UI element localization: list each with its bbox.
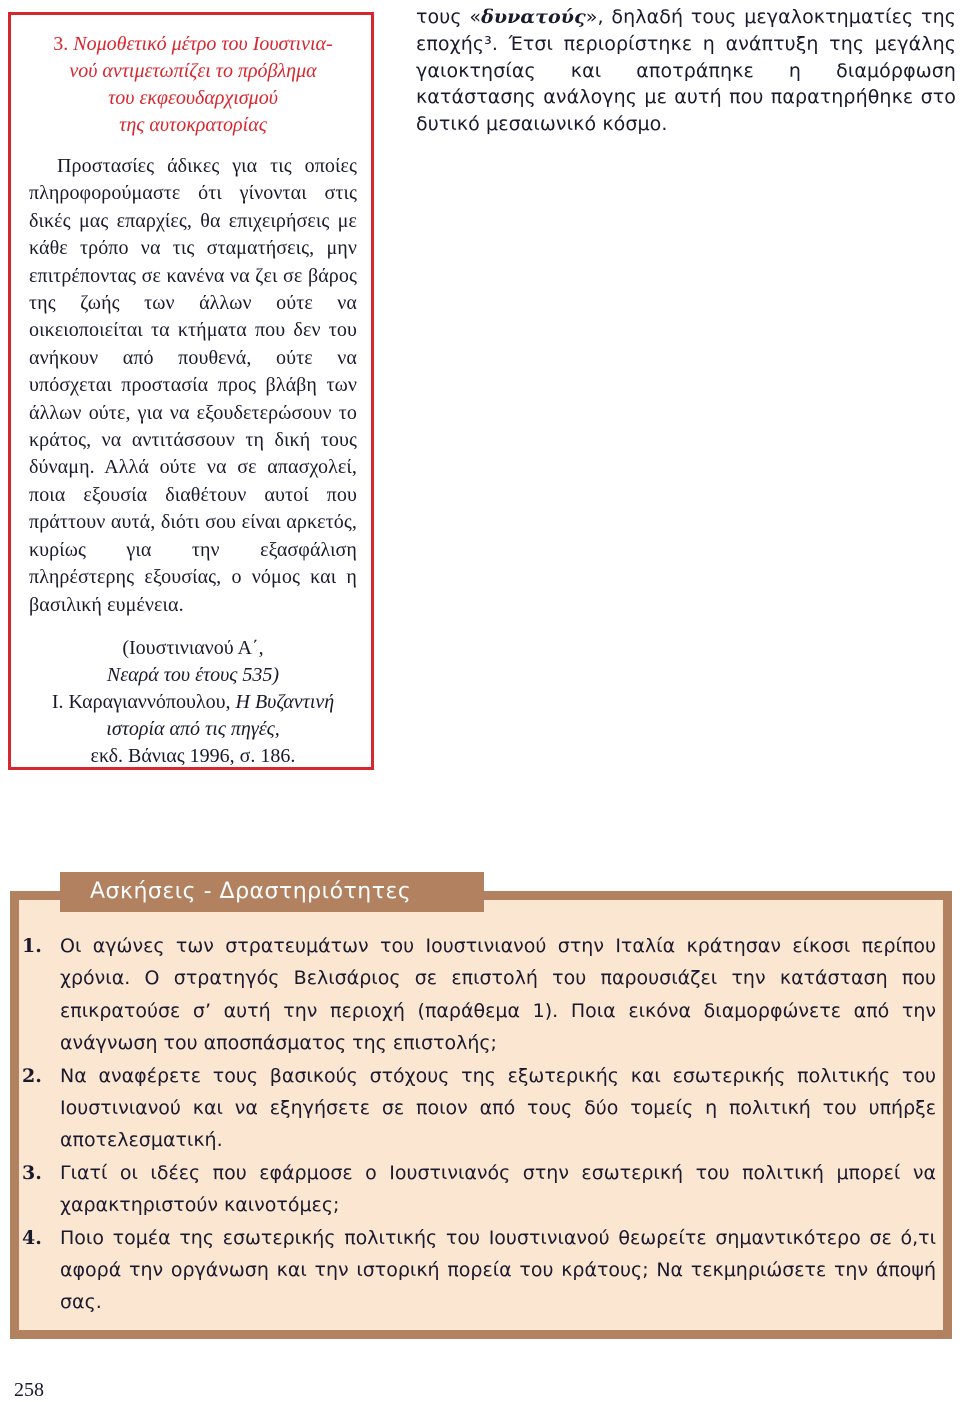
citation-book-1: Η Βυζαντινή	[235, 690, 335, 713]
source-title-line-4: της αυτοκρατορίας	[119, 114, 267, 136]
right-bold-word: δυνατούς	[481, 6, 586, 28]
exercise-number: 4.	[22, 1226, 42, 1249]
citation-publisher: εκδ. Βάνιας 1996, σ. 186.	[90, 744, 296, 767]
exercise-text: Ποιο τομέα της εσωτερικής πολιτικής του Ιουστινιανού θεωρείτε σημαντικότερο σε ό,τι αφορά την οργάνωση και την ιστορική πορεία του κράτους; Να τεκμηριώσετε την άποψή σας.	[60, 1226, 936, 1314]
page-number: 258	[14, 1379, 44, 1401]
exercise-item	[22, 1157, 936, 1222]
citation-book-2: ιστορία από τις πηγές,	[106, 717, 280, 740]
source-citation	[29, 635, 357, 770]
citation-author: Ι. Καραγιαννόπουλου,	[51, 690, 236, 713]
exercises-heading: Ασκήσεις - Δραστηριότητες	[90, 879, 412, 904]
citation-line-2: Νεαρά του έτους 535)	[106, 663, 280, 686]
source-box	[8, 12, 374, 770]
exercise-number: 2.	[22, 1064, 42, 1087]
exercise-item	[22, 930, 936, 1060]
citation-line-1: (Ιουστινιανού Α΄,	[122, 636, 264, 659]
citation-line-3	[29, 689, 357, 716]
source-title-line-3: του εκφεουδαρχισμού	[108, 87, 278, 109]
source-title-line-1: Νομοθετικό μέτρο του Ιουστινια-	[73, 33, 333, 55]
exercise-number: 3.	[22, 1161, 42, 1184]
source-number: 3.	[53, 33, 69, 55]
source-title-line-2: νού αντιμετωπίζει το πρόβλημα	[69, 60, 317, 82]
right-suffix: », δηλαδή τους μεγαλοκτηματίες της εποχής³. Έτσι περιορίστηκε η ανάπτυξη της μεγάλης γαιοκτησίας και αποτράπηκε η διαμόρφωση κατάστασης ανάλογης με αυτή που παρατηρήθηκε στο δυτικό μεσαιωνικό κόσμο.	[416, 6, 956, 136]
exercise-text: Να αναφέρετε τους βασικούς στόχους της εξωτερικής και εσωτερικής πολιτικής του Ιουστινιανού και να εξηγήσετε σε ποιον από τους δύο τομείς η πολιτική του υπήρξε αποτελεσματική.	[60, 1064, 936, 1152]
right-column-text	[416, 4, 956, 138]
exercises-list	[22, 930, 936, 1319]
exercise-item	[22, 1060, 936, 1157]
source-body: Προστασίες άδικες για τις οποίες πληροφορούμαστε ότι γίνονται στις δικές μας επαρχίες, θα επιχειρήσεις με κάθε τρόπο να τις σταματήσεις, μην επιτρέποντας σε κανένα να ζει σε βάρος της ζωής των άλλων ούτε να οικειοποιείται τα κτήματα που δεν του ανήκουν από πουθενά, ούτε να υπόσχεται προστασία προς βλάβη των άλλων ούτε, για να εξουδετερώσουν το κράτος, να αντιτάσσουν τη δική τους δύναμη. Αλλά ούτε να σε απασχολεί, ποια εξουσία διαθέτουν αυτοί που πράττουν αυτά, διότι σου είναι αρκετός, κυρίως για την εξασφάλιση πληρέστερης εξουσίας, ο νόμος και η βασιλική ευμένεια.	[29, 155, 357, 616]
right-prefix: τους «	[416, 6, 482, 28]
exercise-item	[22, 1222, 936, 1319]
exercise-text: Οι αγώνες των στρατευμάτων του Ιουστινιανού στην Ιταλία κράτησαν είκοσι περίπου χρόνια. Ο στρατηγός Βελισάριος σε επιστολή του παρουσιάζει την κατάσταση που επικρατούσε σ’ αυτή την περιοχή (παράθεμα 1). Ποια εικόνα διαμορφώνετε από την ανάγνωση του αποσπάσματος της επιστολής;	[60, 935, 936, 1055]
source-title	[29, 31, 357, 139]
exercise-text: Γιατί οι ιδέες που εφάρμοσε ο Ιουστινιανός στην εσωτερική του πολιτική μπορεί να χαρακτηριστούν καινοτόμες;	[60, 1161, 936, 1217]
exercise-number: 1.	[22, 935, 42, 957]
